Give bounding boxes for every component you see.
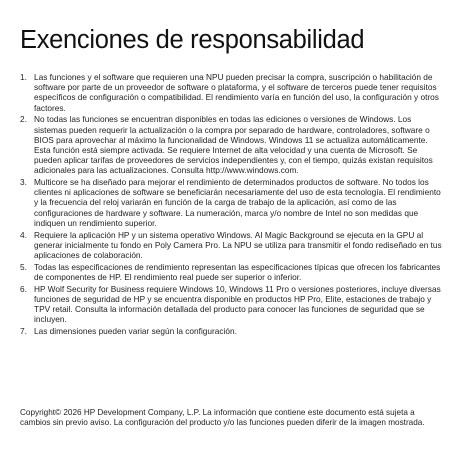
item-number: 5. — [20, 261, 27, 272]
item-number: 2. — [20, 114, 27, 125]
item-text: Requiere la aplicación HP y un sistema operativo Windows. AI Magic Background se ejecuta en la GPU al generar inicialmente tu fondo en Poly Camera Pro. La NPU se utiliza para transmitir el fondo rediseñado en tus aplicaciones de colaboración. — [34, 229, 442, 260]
disclaimer-item — [20, 284, 442, 325]
item-text: No todas las funciones se encuentran disponibles en todas las ediciones o versiones de Windows. Los sistemas pueden requerir la actualización o la compra por separado de hardware, controladores, software o BIOS para aprovechar al máximo la funcionalidad de Windows. Windows 11 se actualiza automáticamente. Esta función está siempre activada. Se requiere Internet de alta velocidad y una cuenta de Microsoft. Se pueden aplicar tarifas de proveedores de servicios independientes y, con el tiempo, quizás existan requisitos adicionales para las actualizaciones. Consulta http://www.windows.com. — [34, 114, 433, 176]
item-text: HP Wolf Security for Business requiere Windows 10, Windows 11 Pro o versiones posteriores, incluye diversas funciones de seguridad de HP y se encuentra disponible en productos HP Pro, Elite, estaciones de trabajo y TPV retail. Consulta la información detallada del producto para conocer las funciones de seguridad que se incluyen. — [34, 283, 441, 325]
item-text: Multicore se ha diseñado para mejorar el rendimiento de determinados productos de software. No todos los clientes ni aplicaciones de software se beneficiarán necesariamente del uso de esta tecnología. El rendimiento y la frecuencia del reloj variarán en función de la carga de trabajo de la aplicación, así como de las configuraciones de hardware y software. La numeración, marca y/o nombre de Intel no son medidas que indiquen un rendimiento superior. — [34, 177, 441, 228]
item-number: 7. — [20, 325, 27, 336]
disclaimer-item — [20, 262, 442, 282]
item-text: Las dimensiones pueden variar según la configuración. — [34, 325, 237, 336]
disclaimer-item — [20, 326, 442, 336]
item-number: 4. — [20, 229, 27, 240]
disclaimer-item — [20, 114, 442, 175]
item-number: 6. — [20, 283, 27, 294]
item-text: Las funciones y el software que requieren una NPU pueden precisar la compra, suscripción o habilitación de software por parte de un proveedor de software o plataforma, y el software de terceros puede tener requisitos específicos de configuración o compatibilidad. El rendimiento varía en función del uso, la configuración y otros factores. — [34, 72, 439, 113]
item-number: 1. — [20, 72, 27, 82]
item-text: Todas las especificaciones de rendimiento representan las especificaciones típicas que ofrecen los fabricantes de componentes de HP. El rendimiento real puede ser superior o inferior. — [34, 261, 441, 282]
disclaimer-list — [20, 72, 442, 336]
disclaimer-item — [20, 72, 442, 113]
item-number: 3. — [20, 177, 27, 188]
disclaimer-item — [20, 230, 442, 261]
copyright-footer: Copyright© 2026 HP Development Company, L.P. La información que contiene este documento está sujeta a cambios sin previo aviso. La configuración del producto y/o las funciones pueden diferir de la imagen mostrada. — [20, 408, 425, 428]
disclaimer-item — [20, 177, 442, 228]
page-title: Exenciones de responsabilidad — [20, 26, 365, 54]
